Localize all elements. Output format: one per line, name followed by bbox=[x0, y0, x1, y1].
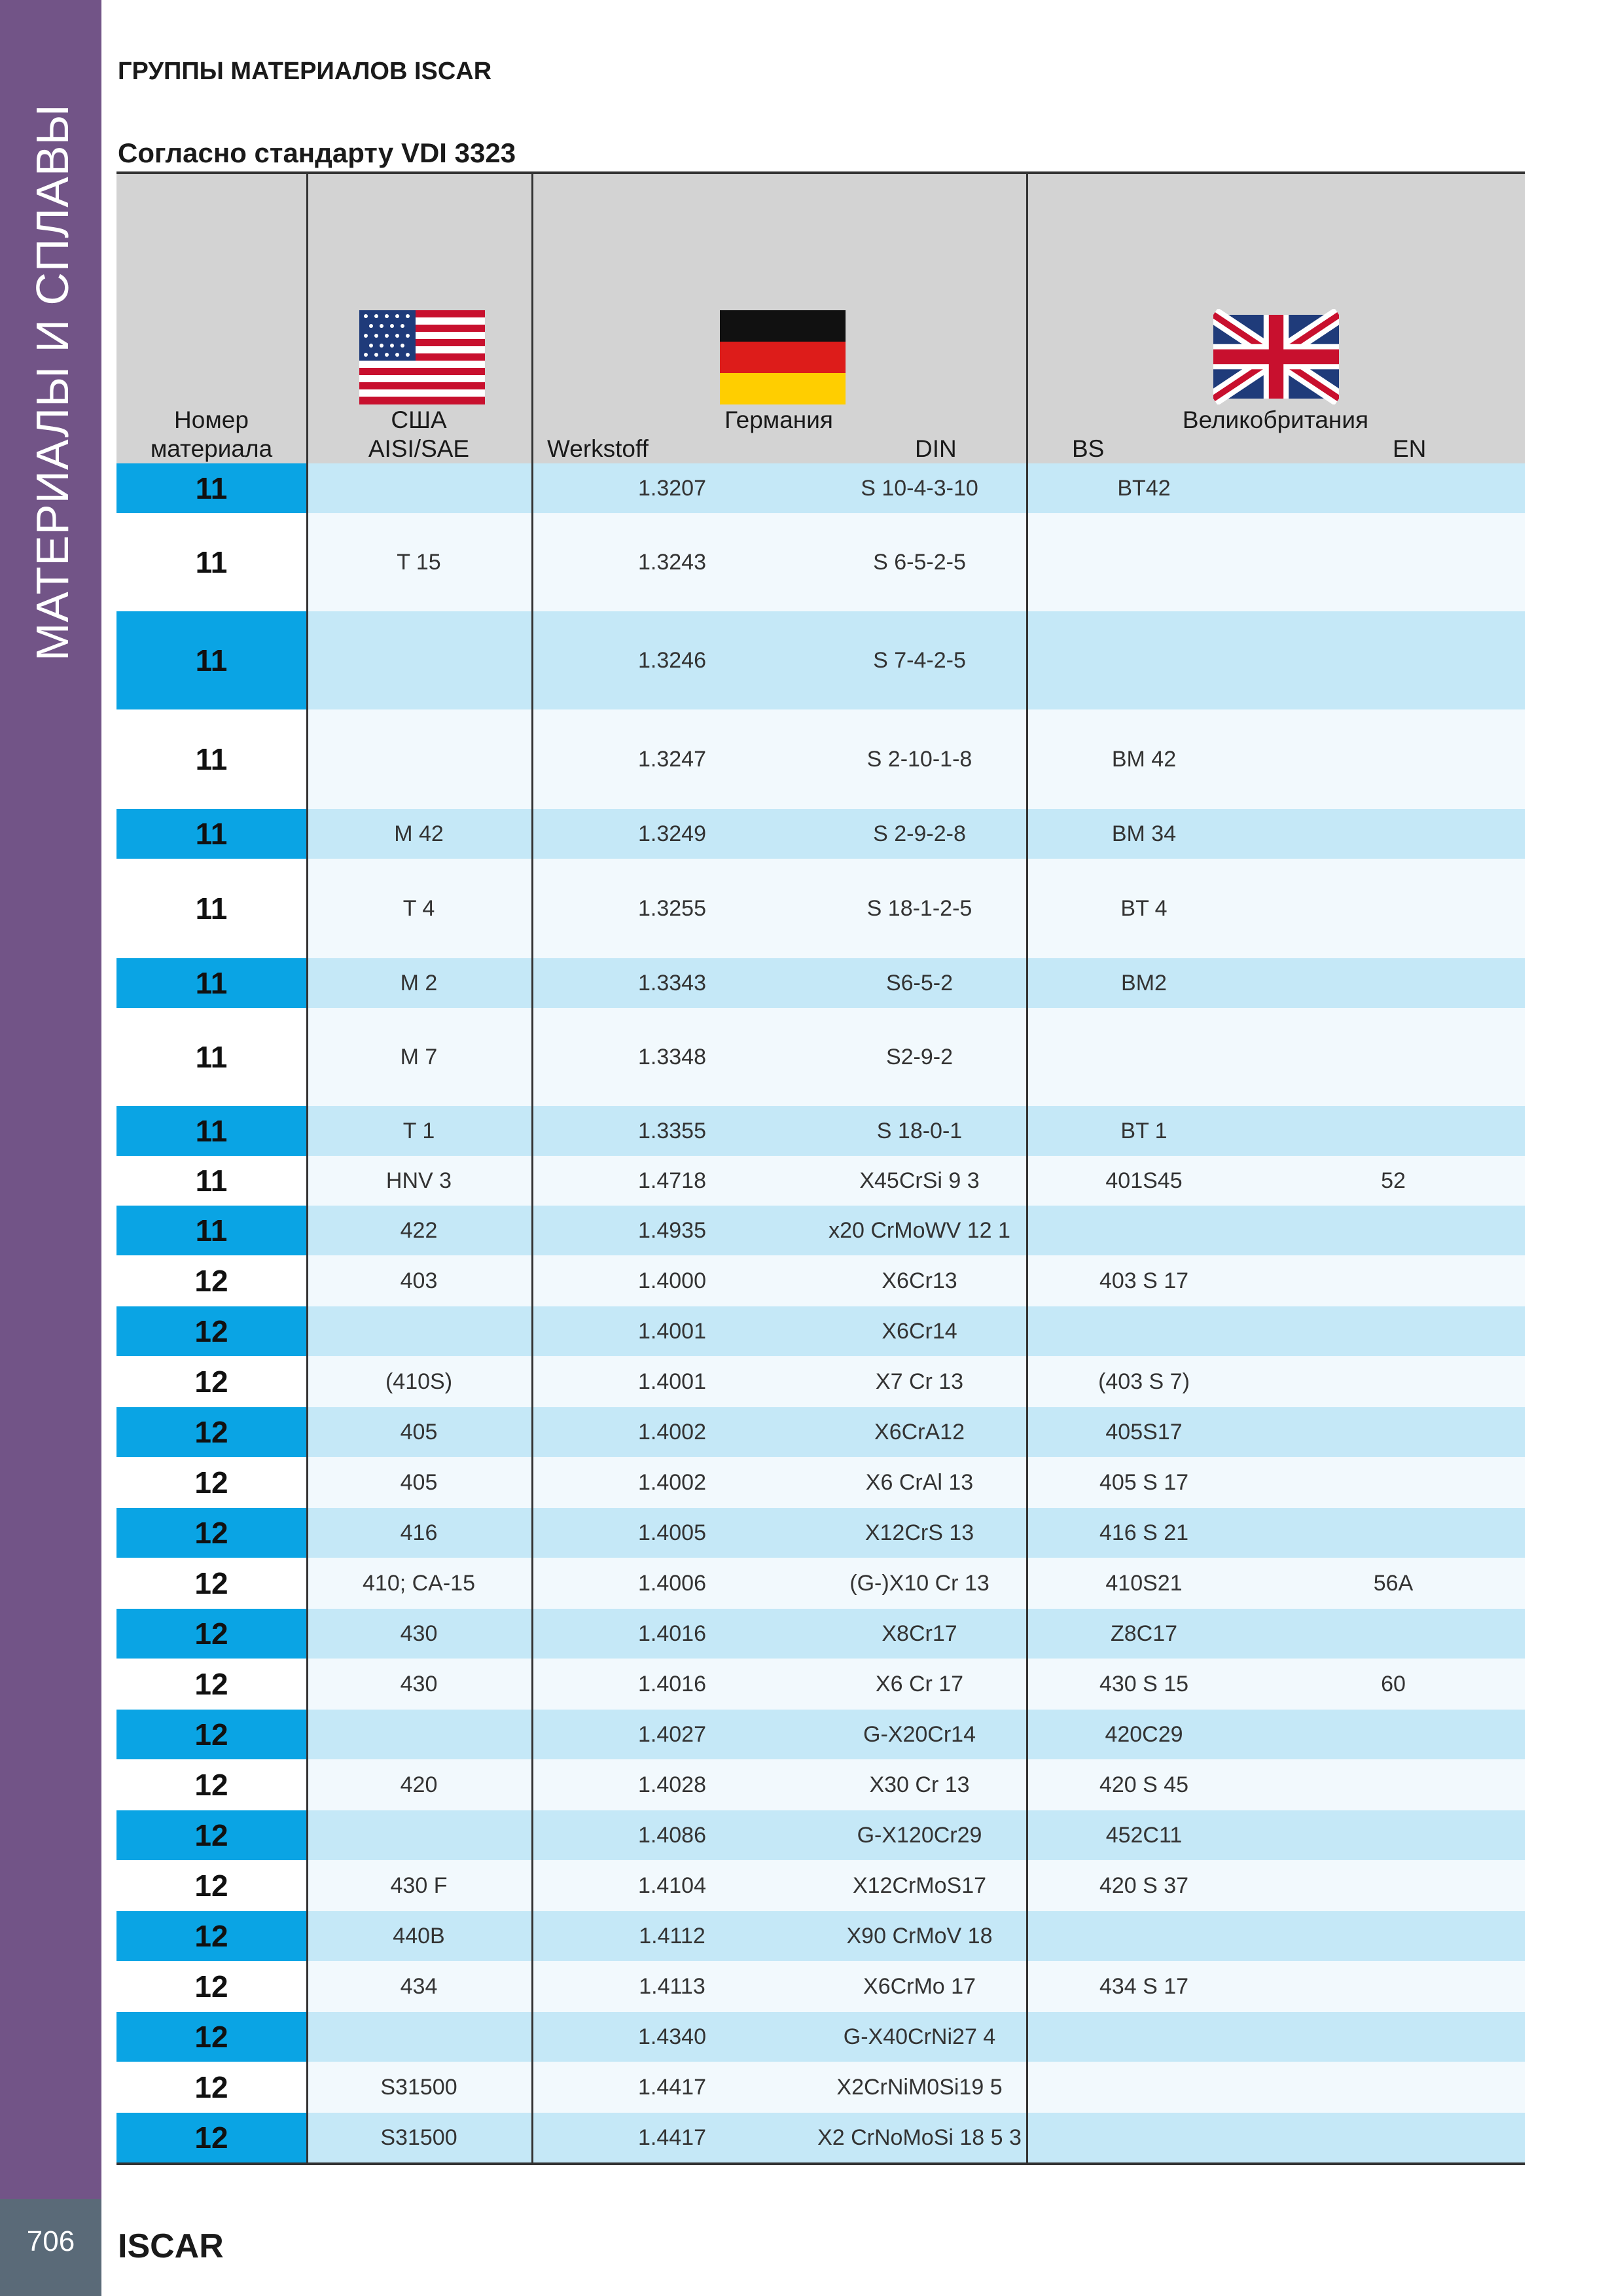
aisi-cell: M 2 bbox=[400, 970, 438, 996]
table-row bbox=[116, 2012, 1525, 2062]
bs-cell: BT 1 bbox=[1120, 1118, 1168, 1143]
bs-cell bbox=[1026, 1008, 1262, 1106]
en-cell bbox=[1262, 1609, 1525, 1659]
material-number-cell: 12 bbox=[116, 1356, 306, 1407]
table-row bbox=[116, 1659, 1525, 1710]
werkstoff-cell: 1.3207 bbox=[638, 475, 706, 501]
aisi-cell: 422 bbox=[400, 1217, 438, 1243]
material-number-cell: 12 bbox=[116, 1306, 306, 1356]
material-number-cell: 12 bbox=[116, 2012, 306, 2062]
table-row bbox=[116, 2113, 1525, 2162]
werkstoff-cell: 1.4113 bbox=[639, 1973, 705, 1999]
bs-cell: Z8C17 bbox=[1110, 1621, 1178, 1646]
en-cell: 52 bbox=[1381, 1168, 1406, 1193]
werkstoff-cell: 1.4086 bbox=[638, 1822, 706, 1848]
header-din: DIN bbox=[915, 435, 957, 462]
werkstoff-cell: 1.4016 bbox=[638, 1621, 706, 1646]
bs-cell: 434 S 17 bbox=[1099, 1973, 1189, 1999]
en-cell bbox=[1262, 2012, 1525, 2062]
werkstoff-cell: 1.4016 bbox=[638, 1671, 706, 1696]
en-cell bbox=[1262, 1255, 1525, 1306]
werkstoff-cell: 1.4417 bbox=[638, 2074, 706, 2100]
din-cell: (G-)X10 Cr 13 bbox=[849, 1570, 990, 1596]
material-number-cell: 12 bbox=[116, 1609, 306, 1659]
aisi-cell: 403 bbox=[400, 1268, 438, 1293]
header-bs: BS bbox=[1072, 435, 1105, 462]
bs-cell: 405 S 17 bbox=[1099, 1469, 1189, 1495]
material-number-cell: 12 bbox=[116, 1407, 306, 1457]
en-cell bbox=[1262, 1008, 1525, 1106]
bs-cell: BT42 bbox=[1117, 475, 1171, 501]
material-number-cell: 12 bbox=[116, 1860, 306, 1911]
werkstoff-cell: 1.4112 bbox=[639, 1923, 705, 1948]
din-cell: S2-9-2 bbox=[885, 1044, 954, 1069]
werkstoff-cell: 1.4104 bbox=[638, 1873, 706, 1898]
materials-table bbox=[116, 171, 1525, 2165]
aisi-cell bbox=[306, 1306, 531, 1356]
material-number-cell: 12 bbox=[116, 1710, 306, 1759]
bs-cell: 410S21 bbox=[1105, 1570, 1183, 1596]
table-bottom-rule bbox=[116, 2162, 1525, 2165]
table-row bbox=[116, 1558, 1525, 1609]
en-cell bbox=[1262, 2113, 1525, 2162]
table-row bbox=[116, 1609, 1525, 1659]
werkstoff-cell: 1.4340 bbox=[638, 2024, 706, 2049]
en-cell bbox=[1262, 1710, 1525, 1759]
aisi-cell bbox=[306, 709, 531, 809]
din-cell: X6 Cr 17 bbox=[875, 1671, 964, 1696]
din-cell: X45CrSi 9 3 bbox=[859, 1168, 980, 1193]
material-number-cell: 12 bbox=[116, 1558, 306, 1609]
bs-cell: 452C11 bbox=[1105, 1822, 1183, 1848]
table-row bbox=[116, 1457, 1525, 1508]
table-row bbox=[116, 1710, 1525, 1759]
en-cell bbox=[1262, 1306, 1525, 1356]
din-cell: X6CrMo 17 bbox=[863, 1973, 976, 1999]
table-row bbox=[116, 1759, 1525, 1810]
en-cell bbox=[1262, 1860, 1525, 1911]
werkstoff-cell: 1.3355 bbox=[638, 1118, 706, 1143]
brand-logo-text: ISCAR bbox=[118, 2227, 224, 2265]
din-cell: G-X120Cr29 bbox=[857, 1822, 982, 1848]
bs-cell: 420 S 45 bbox=[1099, 1772, 1189, 1797]
bs-cell: 420 S 37 bbox=[1099, 1873, 1189, 1898]
din-cell: S 2-10-1-8 bbox=[866, 746, 972, 772]
subtitle: Согласно стандарту VDI 3323 bbox=[118, 137, 516, 168]
en-cell bbox=[1262, 1759, 1525, 1810]
en-cell bbox=[1262, 1457, 1525, 1508]
table-row bbox=[116, 859, 1525, 958]
din-cell: X30 Cr 13 bbox=[869, 1772, 970, 1797]
page-number: 706 bbox=[26, 2225, 75, 2257]
aisi-cell: M 7 bbox=[400, 1044, 438, 1069]
material-number-cell: 11 bbox=[116, 1008, 306, 1106]
material-number-cell: 11 bbox=[116, 1106, 306, 1156]
table-row bbox=[116, 611, 1525, 709]
bs-cell: BM 34 bbox=[1111, 821, 1177, 846]
material-number-cell: 11 bbox=[116, 709, 306, 809]
werkstoff-cell: 1.3243 bbox=[638, 549, 706, 575]
table-body bbox=[116, 463, 1525, 2162]
aisi-cell: T 15 bbox=[397, 549, 441, 575]
table-row bbox=[116, 1206, 1525, 1255]
table-row bbox=[116, 1106, 1525, 1156]
side-title: МАТЕРИАЛЫ И СПЛАВЫ bbox=[27, 103, 78, 661]
aisi-cell: (410S) bbox=[385, 1369, 453, 1394]
werkstoff-cell: 1.4417 bbox=[638, 2125, 706, 2150]
din-cell: G-X40CrNi27 4 bbox=[843, 2024, 996, 2049]
material-number-cell: 12 bbox=[116, 2113, 306, 2162]
table-row bbox=[116, 1961, 1525, 2012]
aisi-cell: 440B bbox=[393, 1923, 445, 1948]
table-row bbox=[116, 1255, 1525, 1306]
werkstoff-cell: 1.4935 bbox=[638, 1217, 706, 1243]
table-row bbox=[116, 1911, 1525, 1961]
aisi-cell: S31500 bbox=[380, 2074, 457, 2100]
aisi-cell: T 4 bbox=[402, 895, 435, 921]
aisi-cell: 405 bbox=[400, 1419, 438, 1444]
aisi-cell: 430 bbox=[400, 1671, 438, 1696]
en-cell bbox=[1262, 1106, 1525, 1156]
material-number-cell: 11 bbox=[116, 463, 306, 513]
table-row bbox=[116, 1356, 1525, 1407]
werkstoff-cell: 1.4002 bbox=[638, 1469, 706, 1495]
table-row bbox=[116, 809, 1525, 859]
material-number-cell: 11 bbox=[116, 513, 306, 611]
en-cell bbox=[1262, 513, 1525, 611]
bs-cell bbox=[1026, 2012, 1262, 2062]
aisi-cell: 430 F bbox=[390, 1873, 448, 1898]
werkstoff-cell: 1.4027 bbox=[638, 1721, 706, 1747]
material-number-cell: 12 bbox=[116, 1961, 306, 2012]
material-number-cell: 12 bbox=[116, 1911, 306, 1961]
werkstoff-cell: 1.4718 bbox=[638, 1168, 706, 1193]
din-cell: S 2-9-2-8 bbox=[873, 821, 966, 846]
bs-cell: (403 S 7) bbox=[1098, 1369, 1190, 1394]
bs-cell: BT 4 bbox=[1120, 895, 1168, 921]
table-row bbox=[116, 1860, 1525, 1911]
din-cell: x20 CrMoWV 12 1 bbox=[829, 1217, 1010, 1243]
werkstoff-cell: 1.3343 bbox=[638, 970, 706, 996]
bs-cell: 405S17 bbox=[1105, 1419, 1183, 1444]
aisi-cell: M 42 bbox=[394, 821, 444, 846]
aisi-cell bbox=[306, 1710, 531, 1759]
en-cell: 60 bbox=[1381, 1671, 1406, 1696]
en-cell bbox=[1262, 859, 1525, 958]
en-cell: 56A bbox=[1373, 1570, 1414, 1596]
bs-cell: 430 S 15 bbox=[1099, 1671, 1189, 1696]
aisi-cell bbox=[306, 2012, 531, 2062]
en-cell bbox=[1262, 1961, 1525, 2012]
bs-cell bbox=[1026, 1206, 1262, 1255]
header-aisi: AISI/SAE bbox=[368, 435, 470, 462]
table-header bbox=[116, 171, 1525, 463]
en-cell bbox=[1262, 809, 1525, 859]
aisi-cell: 420 bbox=[400, 1772, 438, 1797]
table-row bbox=[116, 1008, 1525, 1106]
en-cell bbox=[1262, 2062, 1525, 2113]
header-germany-country: Германия bbox=[724, 406, 833, 433]
material-number-cell: 11 bbox=[116, 1206, 306, 1255]
uk-flag-icon bbox=[1213, 309, 1339, 404]
werkstoff-cell: 1.4028 bbox=[638, 1772, 706, 1797]
header-uk-country: Великобритания bbox=[1182, 406, 1369, 433]
bs-cell bbox=[1026, 1306, 1262, 1356]
din-cell: S 10-4-3-10 bbox=[861, 475, 978, 501]
werkstoff-cell: 1.3246 bbox=[638, 647, 706, 673]
material-number-cell: 12 bbox=[116, 1255, 306, 1306]
table-row bbox=[116, 1306, 1525, 1356]
werkstoff-cell: 1.4005 bbox=[638, 1520, 706, 1545]
din-cell: S 18-1-2-5 bbox=[866, 895, 972, 921]
en-cell bbox=[1262, 611, 1525, 709]
din-cell: X12CrMoS17 bbox=[852, 1873, 987, 1898]
werkstoff-cell: 1.4000 bbox=[638, 1268, 706, 1293]
table-row bbox=[116, 1156, 1525, 1206]
bs-cell bbox=[1026, 1911, 1262, 1961]
aisi-cell bbox=[306, 463, 531, 513]
material-number-cell: 11 bbox=[116, 1156, 306, 1206]
en-cell bbox=[1262, 463, 1525, 513]
bs-cell: 401S45 bbox=[1105, 1168, 1183, 1193]
aisi-cell: 430 bbox=[400, 1621, 438, 1646]
en-cell bbox=[1262, 1206, 1525, 1255]
din-cell: X6Cr13 bbox=[882, 1268, 957, 1293]
din-cell: X7 Cr 13 bbox=[875, 1369, 964, 1394]
din-cell: G-X20Cr14 bbox=[863, 1721, 976, 1747]
werkstoff-cell: 1.4001 bbox=[638, 1318, 706, 1344]
din-cell: X12CrS 13 bbox=[865, 1520, 974, 1545]
bs-cell bbox=[1026, 2113, 1262, 2162]
table-row bbox=[116, 1407, 1525, 1457]
header-en: EN bbox=[1393, 435, 1427, 462]
table-row bbox=[116, 1508, 1525, 1558]
werkstoff-cell: 1.4002 bbox=[638, 1419, 706, 1444]
table-row bbox=[116, 2062, 1525, 2113]
en-cell bbox=[1262, 1810, 1525, 1860]
page-title: ГРУППЫ МАТЕРИАЛОВ ISCAR bbox=[118, 58, 492, 85]
en-cell bbox=[1262, 958, 1525, 1008]
material-number-cell: 11 bbox=[116, 611, 306, 709]
header-usa-country: США bbox=[391, 406, 447, 433]
werkstoff-cell: 1.3249 bbox=[638, 821, 706, 846]
bs-cell bbox=[1026, 611, 1262, 709]
bs-cell: 403 S 17 bbox=[1099, 1268, 1189, 1293]
din-cell: X6 CrAl 13 bbox=[865, 1469, 974, 1495]
werkstoff-cell: 1.4006 bbox=[638, 1570, 706, 1596]
en-cell bbox=[1262, 1407, 1525, 1457]
din-cell: S 6-5-2-5 bbox=[873, 549, 966, 575]
material-number-cell: 11 bbox=[116, 859, 306, 958]
din-cell: X6Cr14 bbox=[882, 1318, 957, 1344]
bs-cell: BM2 bbox=[1121, 970, 1167, 996]
bs-cell: BM 42 bbox=[1111, 746, 1177, 772]
en-cell bbox=[1262, 1911, 1525, 1961]
aisi-cell bbox=[306, 611, 531, 709]
header-material-number: Номер материала bbox=[150, 406, 273, 462]
material-number-cell: 12 bbox=[116, 1659, 306, 1710]
werkstoff-cell: 1.4001 bbox=[638, 1369, 706, 1394]
werkstoff-cell: 1.3247 bbox=[638, 746, 706, 772]
werkstoff-cell: 1.3348 bbox=[638, 1044, 706, 1069]
table-row bbox=[116, 1810, 1525, 1860]
aisi-cell: 434 bbox=[400, 1973, 438, 1999]
material-number-cell: 11 bbox=[116, 809, 306, 859]
aisi-cell: HNV 3 bbox=[385, 1168, 452, 1193]
bs-cell: 420C29 bbox=[1105, 1721, 1183, 1747]
material-number-cell: 12 bbox=[116, 2062, 306, 2113]
aisi-cell: T 1 bbox=[402, 1118, 435, 1143]
germany-flag-icon bbox=[720, 310, 846, 404]
material-number-cell: 12 bbox=[116, 1508, 306, 1558]
en-cell bbox=[1262, 1508, 1525, 1558]
aisi-cell: 405 bbox=[400, 1469, 438, 1495]
din-cell: S 18-0-1 bbox=[876, 1118, 963, 1143]
din-cell: X8Cr17 bbox=[882, 1621, 957, 1646]
table-row bbox=[116, 513, 1525, 611]
usa-flag-icon bbox=[359, 310, 485, 404]
material-number-cell: 11 bbox=[116, 958, 306, 1008]
bs-cell bbox=[1026, 513, 1262, 611]
bs-cell bbox=[1026, 2062, 1262, 2113]
en-cell bbox=[1262, 1356, 1525, 1407]
material-number-cell: 12 bbox=[116, 1457, 306, 1508]
din-cell: S 7-4-2-5 bbox=[873, 647, 966, 673]
aisi-cell: 416 bbox=[400, 1520, 438, 1545]
table-row bbox=[116, 709, 1525, 809]
din-cell: X2CrNiM0Si19 5 bbox=[836, 2074, 1003, 2100]
din-cell: X6CrA12 bbox=[874, 1419, 965, 1444]
material-number-cell: 12 bbox=[116, 1810, 306, 1860]
aisi-cell bbox=[306, 1810, 531, 1860]
aisi-cell: 410; CA-15 bbox=[363, 1570, 475, 1596]
table-row bbox=[116, 463, 1525, 513]
material-number-cell: 12 bbox=[116, 1759, 306, 1810]
werkstoff-cell: 1.3255 bbox=[638, 895, 706, 921]
table-row bbox=[116, 958, 1525, 1008]
bs-cell: 416 S 21 bbox=[1099, 1520, 1189, 1545]
din-cell: X2 CrNoMoSi 18 5 3 bbox=[817, 2125, 1022, 2150]
header-werkstoff: Werkstoff bbox=[547, 435, 649, 462]
aisi-cell: S31500 bbox=[380, 2125, 457, 2150]
din-cell: X90 CrMoV 18 bbox=[846, 1923, 993, 1948]
en-cell bbox=[1262, 709, 1525, 809]
din-cell: S6-5-2 bbox=[885, 970, 954, 996]
